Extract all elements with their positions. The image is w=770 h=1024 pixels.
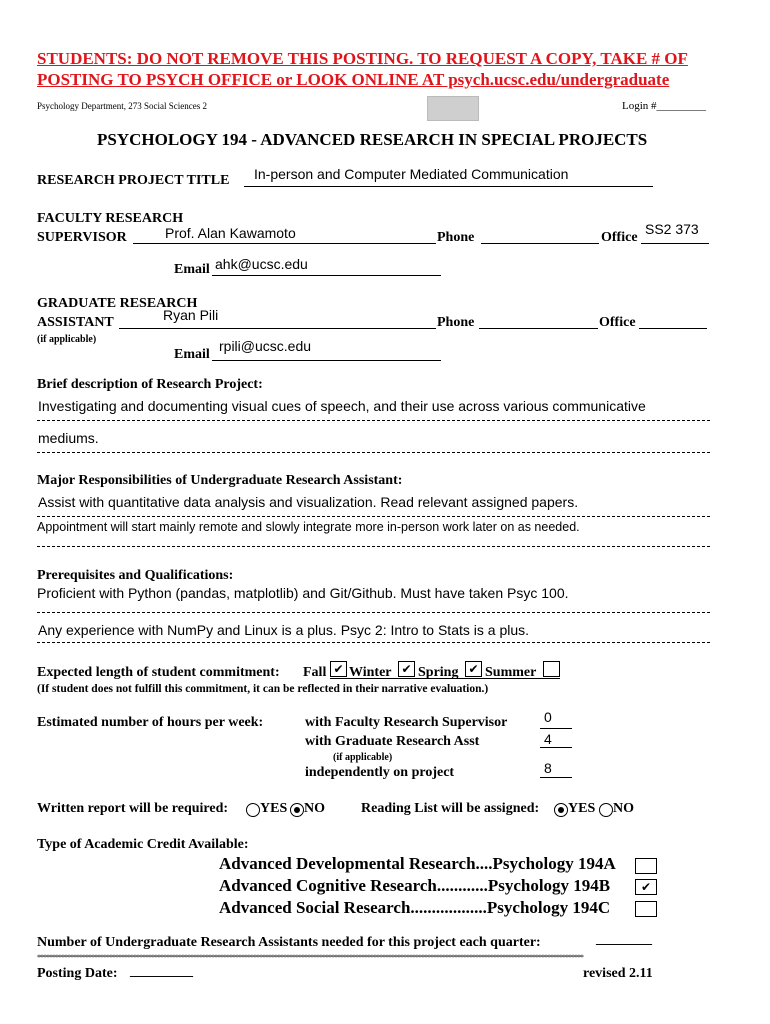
department-address: Psychology Department, 273 Social Sciences 2 [37,101,207,111]
assistant-email-value[interactable]: rpili@ucsc.edu [219,338,312,354]
project-title-label: RESEARCH PROJECT TITLE [37,173,230,188]
reading-no-label: NO [613,801,634,816]
credit-option-c: Advanced Social Research..................Psychology 194C [219,898,611,917]
check-icon: ✔ [468,662,479,676]
posting-date-blank[interactable]: _________ [130,964,193,979]
project-title-value[interactable]: In-person and Computer Mediated Communication [254,166,569,182]
responsibilities-line-1[interactable]: Assist with quantitative data analysis and visualization. Read relevant assigned papers. [38,494,579,510]
reading-yes-label: YES [568,801,596,816]
assistants-needed-label: Number of Undergraduate Research Assistants needed for this project each quarter: [37,935,541,950]
credit-option-a: Advanced Developmental Research....Psychology 194A [219,854,616,873]
reading-yes-radio[interactable] [554,803,568,817]
responsibilities-line-2[interactable]: Appointment will start mainly remote and slowly integrate more in-person work later on as needed. [37,520,580,534]
credit-a-checkbox[interactable] [635,858,657,874]
credit-label: Type of Academic Credit Available: [37,837,249,852]
hours-faculty-line [540,728,572,729]
reading-no-radio[interactable] [599,803,613,817]
assistant-phone-label: Phone [437,315,475,330]
hours-faculty-label: with Faculty Research Supervisor [305,715,508,730]
prerequisites-rule-1 [37,612,710,613]
hours-label: Estimated number of hours per week: [37,715,264,730]
reading-label: Reading List will be assigned: [361,801,540,816]
description-line-1[interactable]: Investigating and documenting visual cues of speech, and their use across various communicative [38,398,646,414]
stamp-box [427,96,479,121]
prerequisites-line-2[interactable]: Any experience with NumPy and Linux is a plus. Psyc 2: Intro to Stats is a plus. [38,622,530,638]
faculty-name-line [133,243,436,244]
credit-c-checkbox[interactable] [635,901,657,917]
faculty-label-1: FACULTY RESEARCH [37,211,184,226]
hours-grad-value[interactable]: 4 [544,731,552,747]
faculty-office-value[interactable]: SS2 373 [645,221,699,237]
hours-grad-line [540,747,572,748]
faculty-name-value[interactable]: Prof. Alan Kawamoto [165,225,296,241]
faculty-office-line [641,243,709,244]
warning-line-2: POSTING TO PSYCH OFFICE or LOOK ONLINE AT psych.ucsc.edu/undergraduate [37,70,670,89]
responsibilities-label: Major Responsibilities of Undergraduate Research Assistant: [37,473,403,488]
prerequisites-label: Prerequisites and Qualifications: [37,568,234,583]
commitment-note: (If student does not fulfill this commitment, it can be reflected in their narrative evaluation.) [37,683,489,695]
hours-independent-line [540,777,572,778]
fall-label: Fall [303,665,327,680]
revised-label: revised 2.11 [583,966,653,981]
posting-date-label: Posting Date: [37,966,118,981]
hours-independent-value[interactable]: 8 [544,760,552,776]
faculty-phone-line[interactable] [481,243,599,244]
spring-checkbox[interactable] [465,661,482,677]
winter-label: Winter [349,665,392,680]
credit-option-b: Advanced Cognitive Research............Psychology 194B [219,876,611,895]
check-icon: ✔ [333,662,344,676]
faculty-label-2: SUPERVISOR [37,230,127,245]
fall-checkbox[interactable] [330,661,347,677]
project-title-line [244,186,653,187]
assistant-name-line [119,328,436,329]
commitment-underline [330,678,560,679]
spring-label: Spring [418,665,459,680]
page-title: PSYCHOLOGY 194 - ADVANCED RESEARCH IN SPECIAL PROJECTS [97,130,648,149]
description-rule-2 [37,452,710,453]
faculty-phone-label: Phone [437,230,475,245]
check-icon: ✔ [640,880,652,894]
assistant-email-line [212,360,441,361]
login-number: Login #_________ [622,100,707,112]
report-no-label: NO [304,801,325,816]
assistant-note: (if applicable) [37,334,97,345]
hours-faculty-value[interactable]: 0 [544,709,552,725]
warning-line-1: STUDENTS: DO NOT REMOVE THIS POSTING. TO REQUEST A COPY, TAKE # OF [37,49,688,68]
report-yes-radio[interactable] [246,803,260,817]
prerequisites-line-1[interactable]: Proficient with Python (pandas, matplotlib) and Git/Github. Must have taken Psyc 100. [37,585,569,601]
assistant-email-label: Email [174,347,210,362]
faculty-email-line [212,275,441,276]
winter-checkbox[interactable] [398,661,415,677]
faculty-email-value[interactable]: ahk@ucsc.edu [215,256,308,272]
hours-grad-note: (if applicable) [333,752,393,763]
faculty-email-label: Email [174,262,210,277]
credit-b-checkbox[interactable] [635,879,657,895]
prerequisites-rule-2 [37,642,710,643]
responsibilities-rule-1 [37,516,710,517]
faculty-office-label: Office [601,230,638,245]
star-divider: ************************************************************************************************************************************************************************************** [37,953,583,962]
description-rule-1 [37,420,710,421]
commitment-label: Expected length of student commitment: [37,665,280,680]
report-label: Written report will be required: [37,801,229,816]
responsibilities-rule-2 [37,546,710,547]
report-yes-label: YES [260,801,288,816]
check-icon: ✔ [401,662,412,676]
description-label: Brief description of Research Project: [37,377,263,392]
assistant-phone-line[interactable] [479,328,598,329]
assistant-label-1: GRADUATE RESEARCH [37,296,198,311]
summer-checkbox[interactable] [543,661,560,677]
description-line-2[interactable]: mediums. [38,430,99,446]
assistants-needed-blank[interactable]: ________ [596,932,652,947]
assistant-label-2: ASSISTANT [37,315,114,330]
summer-label: Summer [485,665,537,680]
assistant-office-line[interactable] [639,328,707,329]
assistant-name-value[interactable]: Ryan Pili [163,307,219,323]
report-no-radio[interactable] [290,803,304,817]
assistant-office-label: Office [599,315,636,330]
hours-independent-label: independently on project [305,765,455,780]
hours-grad-label: with Graduate Research Asst [305,734,480,749]
